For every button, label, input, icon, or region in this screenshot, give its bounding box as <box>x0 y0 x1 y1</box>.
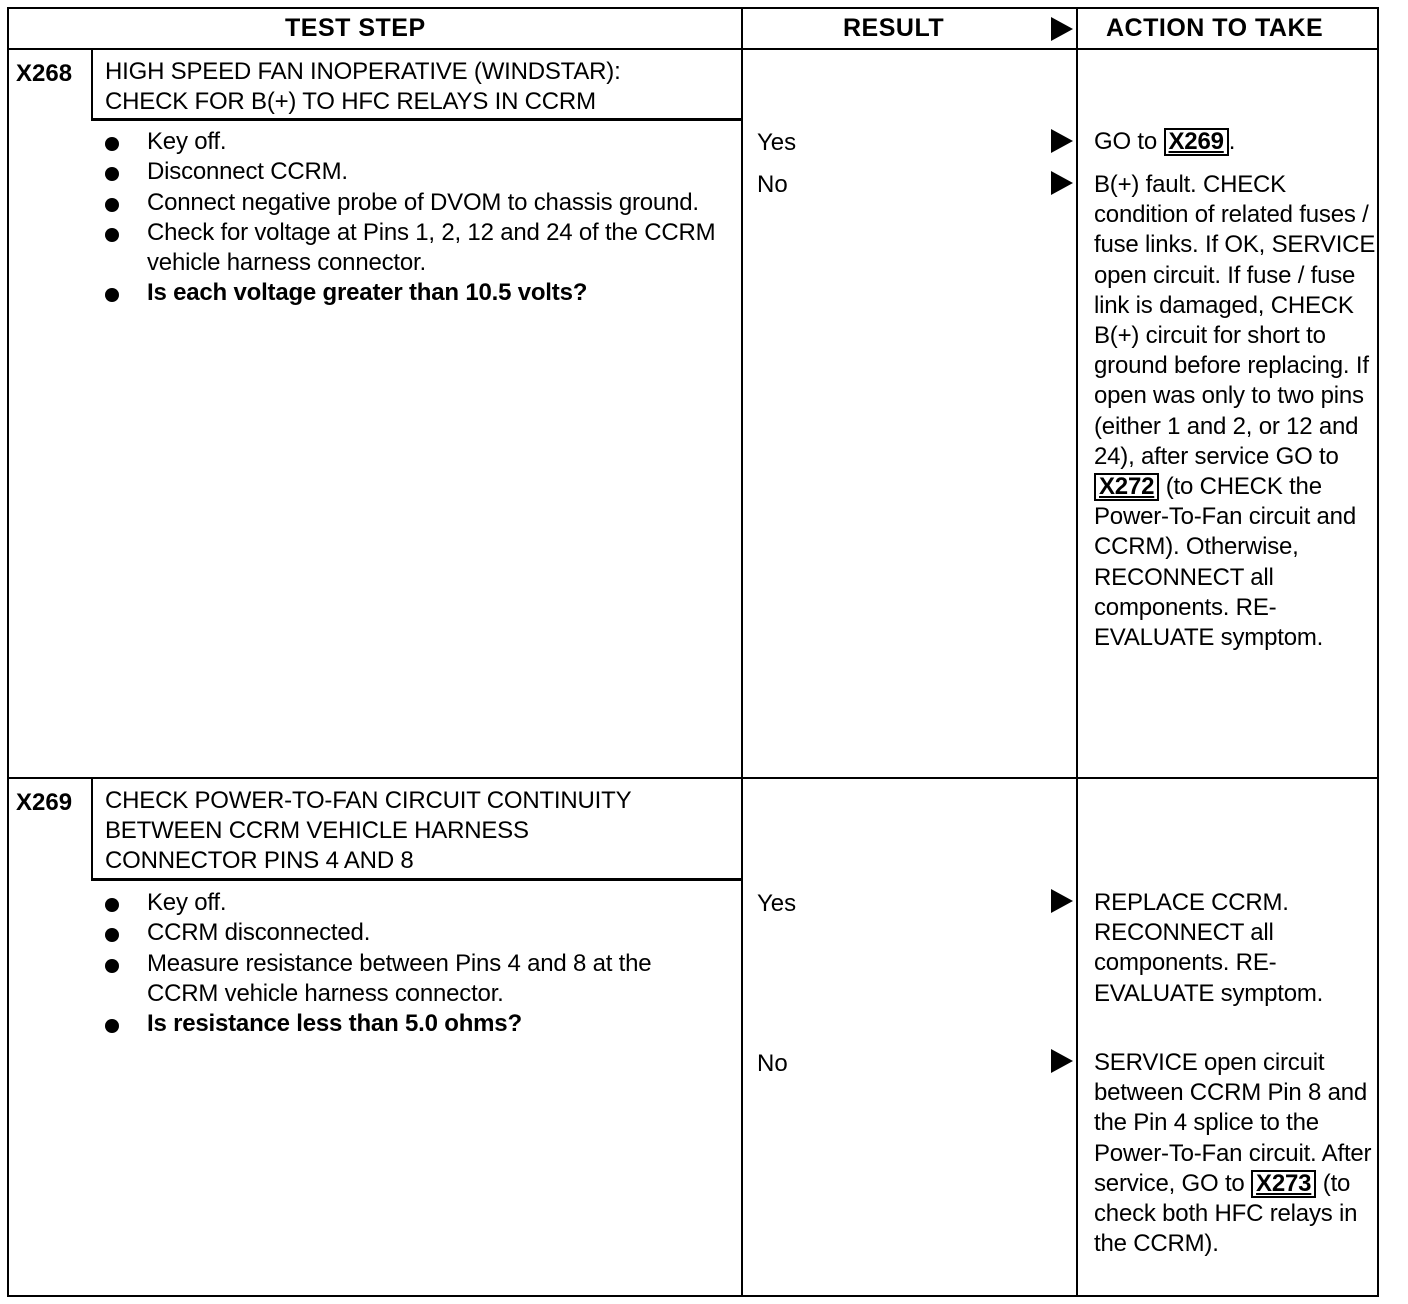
step-divider <box>7 777 1379 779</box>
result-arrow-icon <box>1051 1049 1073 1073</box>
step-reference-link[interactable]: X272 <box>1094 473 1159 501</box>
header-test-step: TEST STEP <box>285 14 426 42</box>
top-border <box>7 7 1379 9</box>
bottom-border <box>7 1295 1379 1297</box>
bullet-icon <box>105 198 119 212</box>
list-item: Key off. <box>100 127 727 157</box>
step-title: CHECK POWER-TO-FAN CIRCUIT CONTINUITY BETWEEN CCRM VEHICLE HARNESS CONNECTOR PINS 4 AND 8 <box>105 787 632 874</box>
list-item: Key off. <box>100 888 727 918</box>
bullet-icon <box>105 898 119 912</box>
bullet-icon <box>105 928 119 942</box>
question-item: Is each voltage greater than 10.5 volts? <box>100 278 727 308</box>
step2-id-divider <box>91 779 93 881</box>
list-item: Connect negative probe of DVOM to chassis ground. <box>100 188 727 218</box>
bullet-icon <box>105 167 119 181</box>
question-item: Is resistance less than 5.0 ohms? <box>100 1009 727 1039</box>
bullet-icon <box>105 137 119 151</box>
result-no: No <box>757 1050 788 1077</box>
step1-title-underline <box>91 118 742 121</box>
action-text: GO to X269 . <box>1094 128 1236 155</box>
header-bottom-border <box>7 48 1379 50</box>
header-result: RESULT <box>843 14 945 42</box>
step-reference-link[interactable]: X269 <box>1164 128 1229 156</box>
result-col-divider <box>741 7 743 1297</box>
action-text: REPLACE CCRM. RECONNECT all components. RE-EVALUATE symptom. <box>1094 889 1324 1007</box>
result-yes: Yes <box>757 129 797 156</box>
result-arrow-icon <box>1051 889 1073 913</box>
result-no: No <box>757 171 788 198</box>
list-item: CCRM disconnected. <box>100 918 727 948</box>
action-text: B(+) fault. CHECK condition of related fuses / fuse links. If OK, SERVICE open circuit. If fuse / fuse link is damaged, CHECK B(+) circuit for short to ground before replacing. If open was only to two pins (either 1 and 2, or 12 and 24), after service GO to X272 (to CHECK the Power-To-Fan circuit and CCRM). Otherwise, RECONNECT all components. RE-EVALUATE symptom. <box>1094 171 1376 652</box>
result-arrow-icon <box>1051 171 1073 195</box>
step2-title-underline <box>91 878 742 881</box>
result-arrow-icon <box>1051 129 1073 153</box>
step-bullet-list <box>100 127 727 309</box>
action-text: SERVICE open circuit between CCRM Pin 8 and the Pin 4 splice to the Power-To-Fan circuit. After service, GO to X273 (to check both HFC relays in the CCRM). <box>1094 1049 1372 1258</box>
step-id: X269 <box>16 789 73 816</box>
bullet-icon <box>105 228 119 242</box>
step-reference-link[interactable]: X273 <box>1251 1170 1316 1198</box>
bullet-icon <box>105 1019 119 1033</box>
step-bullet-list <box>100 888 727 1039</box>
step-id: X268 <box>16 60 73 87</box>
step-title: HIGH SPEED FAN INOPERATIVE (WINDSTAR): CHECK FOR B(+) TO HFC RELAYS IN CCRM <box>105 58 621 115</box>
left-border <box>7 7 9 1297</box>
bullet-icon <box>105 288 119 302</box>
list-item: Measure resistance between Pins 4 and 8 at the CCRM vehicle harness connector. <box>100 949 727 1010</box>
list-item: Check for voltage at Pins 1, 2, 12 and 24 of the CCRM vehicle harness connector. <box>100 218 727 279</box>
action-col-divider <box>1076 7 1078 1297</box>
result-yes: Yes <box>757 890 797 917</box>
header-arrow-icon <box>1051 17 1073 41</box>
step1-id-divider <box>91 50 93 120</box>
list-item: Disconnect CCRM. <box>100 157 727 187</box>
bullet-icon <box>105 959 119 973</box>
header-action: ACTION TO TAKE <box>1106 14 1324 42</box>
